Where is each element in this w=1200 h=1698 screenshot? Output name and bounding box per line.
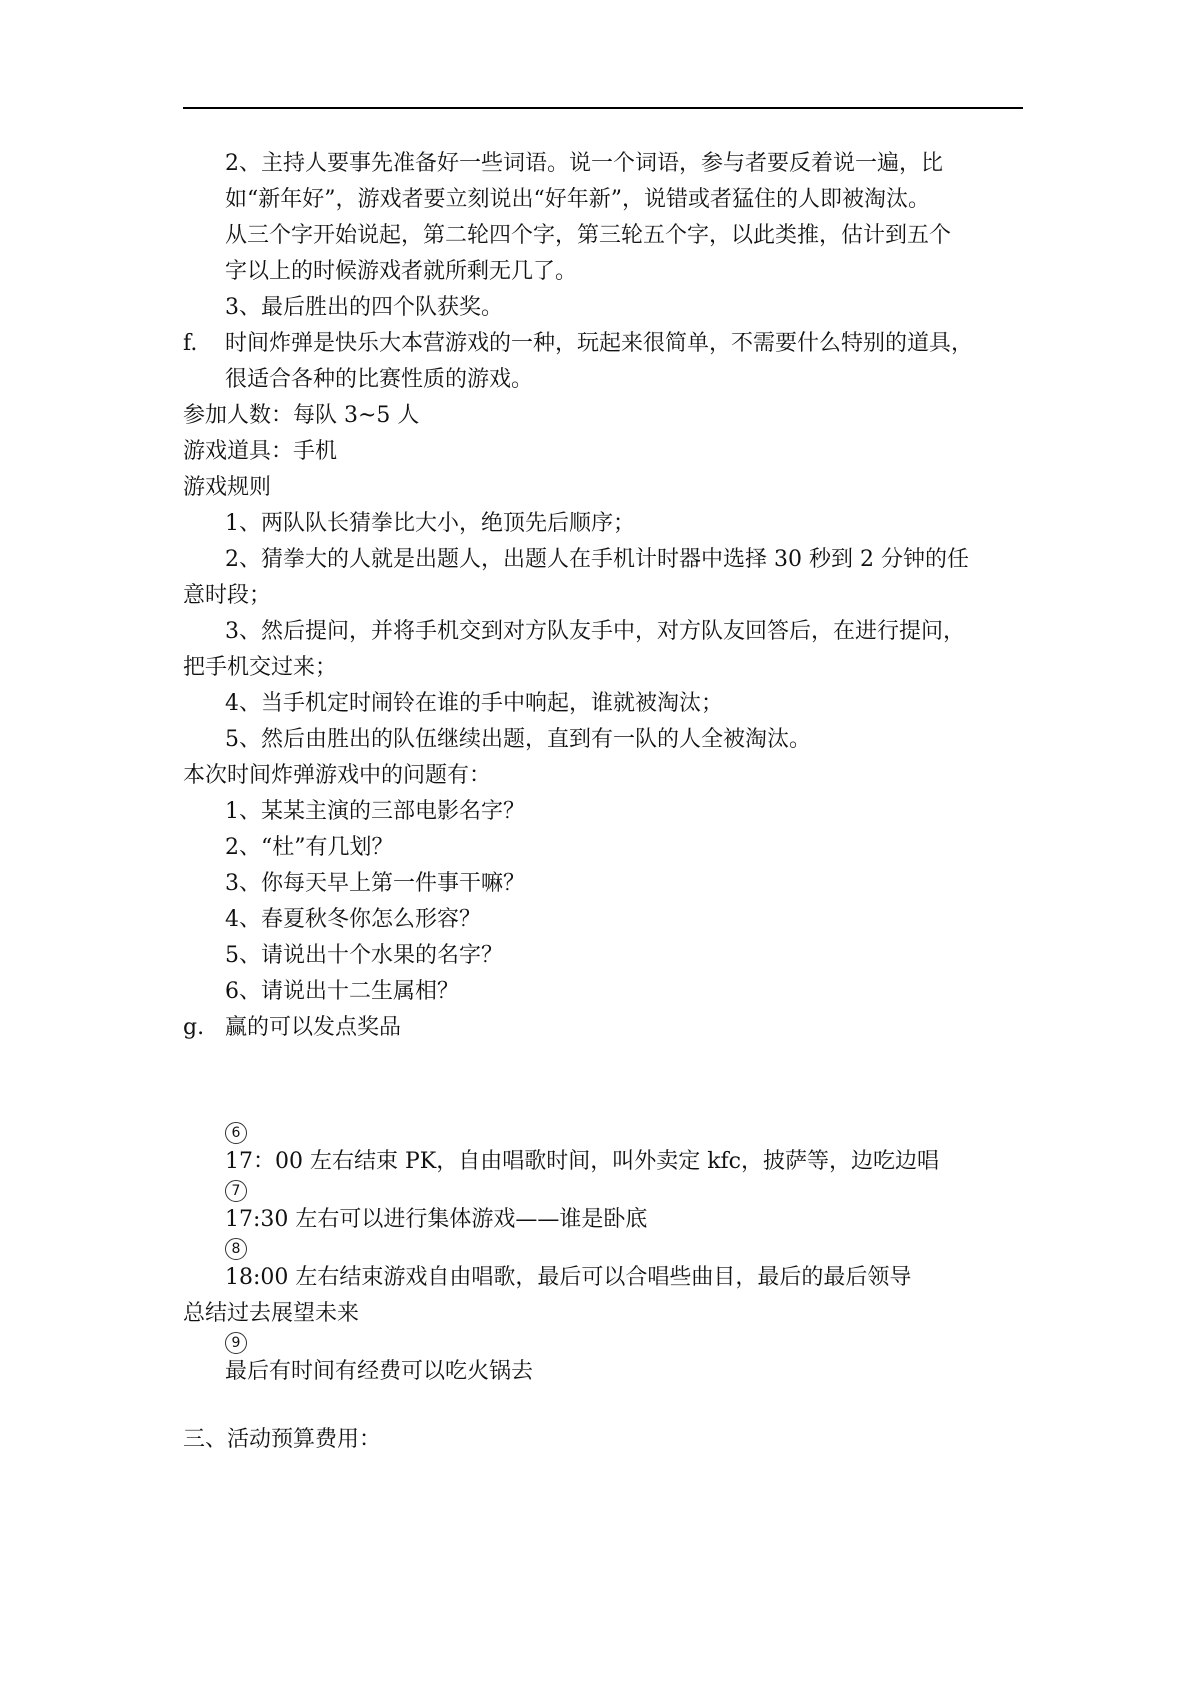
text-line: 3、然后提问，并将手机交到对方队友手中，对方队友回答后，在进行提问， [225,619,965,644]
text-line: 5、然后由胜出的队伍继续出题，直到有一队的人全被淘汰。 [225,727,811,752]
section-3-title: 三、活动预算费用： [183,1427,382,1452]
rule-item [183,614,1029,686]
question-item: 1、某某主演的三部电影名字？ [225,799,525,824]
props-line: 游戏道具：手机 [183,439,338,464]
text-line: 1、两队队长猜拳比大小，绝顶先后顺序； [225,511,635,536]
rule-item [183,542,1029,614]
question-item: 4、春夏秋冬你怎么形容？ [225,907,481,932]
intro-item-2 [183,146,1029,290]
section-g-text: 赢的可以发点奖品 [225,1015,402,1040]
text-line: 很适合各种的比赛性质的游戏。 [225,367,534,392]
questions-title: 本次时间炸弹游戏中的问题有： [183,763,492,788]
circled-number: 9 [225,1332,247,1354]
circled-number: 6 [225,1122,247,1144]
schedule-text: 17:30 左右可以进行集体游戏——谁是卧底 [225,1207,648,1232]
text-line: 总结过去展望未来 [183,1301,360,1326]
text-line: 从三个字开始说起，第二轮四个字，第三轮五个字，以此类推，估计到五个 [225,223,952,248]
question-item: 2、“杜”有几划？ [225,835,394,860]
header-rule [183,107,1023,109]
text-line: 如“新年好”，游戏者要立刻说出“好年新”，说错或者猛住的人即被淘汰。 [225,187,930,212]
text-line: 意时段； [183,583,272,608]
schedule-text: 最后有时间有经费可以吃火锅去 [225,1359,534,1384]
text-line: 字以上的时候游戏者就所剩无几了。 [225,259,578,284]
text-line [225,1180,1029,1238]
rule-item [183,722,1029,758]
schedule-item [183,1180,1029,1238]
schedule-item [183,1238,1029,1332]
text-line: 4、当手机定时闹铃在谁的手中响起，谁就被淘汰； [225,691,723,716]
intro-item-3: 3、最后胜出的四个队获奖。 [225,295,503,320]
schedule-text: 18:00 左右结束游戏自由唱歌，最后可以合唱些曲目，最后的最后领导 [225,1265,912,1290]
spacer [183,1046,1029,1122]
circled-number: 7 [225,1180,247,1202]
section-g-marker: g. [183,1015,205,1040]
section-f-marker: f. [183,331,198,356]
rule-item [183,686,1029,722]
text-line [225,1238,1029,1296]
text-line [225,1122,1029,1180]
section-f [183,326,1029,398]
schedule-item [183,1332,1029,1390]
text-line: 把手机交过来； [183,655,338,680]
text-line [225,1332,1029,1390]
question-item: 3、你每天早上第一件事干嘛？ [225,871,525,896]
document-body [183,146,1029,1458]
circled-number: 8 [225,1238,247,1260]
text-line: 时间炸弹是快乐大本营游戏的一种，玩起来很简单，不需要什么特别的道具， [225,331,974,356]
schedule-text: 17：00 左右结束 PK，自由唱歌时间，叫外卖定 kfc，披萨等，边吃边唱 [225,1149,940,1174]
players-line: 参加人数：每队 3~5 人 [183,403,420,428]
text-line: 2、主持人要事先准备好一些词语。说一个词语，参与者要反着说一遍，比 [225,151,943,176]
rule-item [183,506,1029,542]
spacer [183,1390,1029,1422]
text-line: 2、猜拳大的人就是出题人，出题人在手机计时器中选择 30 秒到 2 分钟的任 [225,547,969,572]
section-g [183,1010,1029,1046]
question-item: 5、请说出十个水果的名字？ [225,943,503,968]
question-item: 6、请说出十二生属相？ [225,979,459,1004]
schedule-item [183,1122,1029,1180]
rules-title: 游戏规则 [183,475,272,500]
